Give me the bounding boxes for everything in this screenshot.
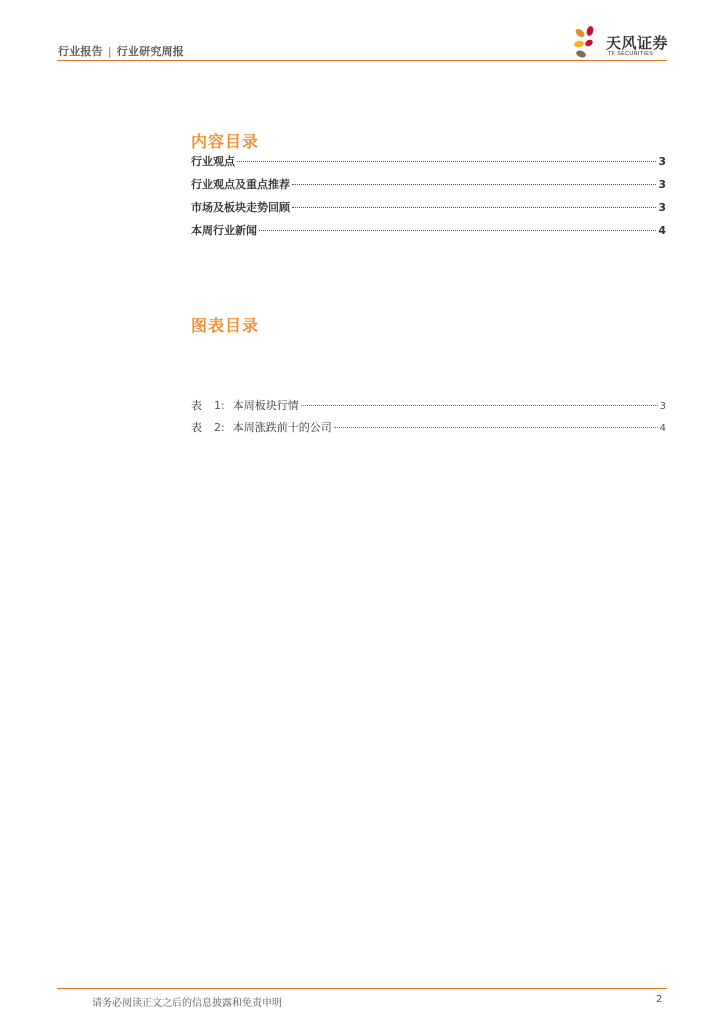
toc-item[interactable]	[191, 153, 666, 176]
figure-item-num: 2:	[214, 421, 225, 434]
toc-item-page: 4	[658, 224, 666, 237]
toc-item-page: 3	[658, 201, 666, 214]
toc-item-page: 3	[658, 178, 666, 191]
footer-page-number: 2	[656, 994, 663, 1005]
report-type: 行业报告	[58, 45, 103, 58]
footer-divider	[57, 988, 667, 989]
toc-leader	[292, 207, 656, 208]
toc-item[interactable]	[191, 176, 666, 199]
header-separator: |	[107, 45, 112, 58]
toc-item-label: 行业观点	[191, 155, 235, 168]
figure-item-label: 本周板块行情	[232, 399, 299, 412]
figure-item-prefix: 表	[191, 421, 202, 434]
toc-item-label: 市场及板块走势回顾	[191, 201, 290, 214]
toc-leader	[292, 184, 656, 185]
logo-name-cn: 天风证券	[606, 34, 669, 52]
company-logo	[570, 24, 670, 60]
figure-item-prefix: 表	[191, 399, 202, 412]
logo-name-en: TF SECURITIES	[608, 51, 654, 57]
figure-item-label: 本周涨跌前十的公司	[232, 421, 332, 434]
footer-disclaimer: 请务必阅读正文之后的信息披露和免责申明	[92, 998, 282, 1009]
figure-item-num: 1:	[214, 399, 225, 412]
toc-item-label: 本周行业新闻	[191, 224, 257, 237]
toc-item[interactable]	[191, 222, 666, 245]
toc-leader	[237, 161, 656, 162]
figure-item[interactable]	[191, 397, 666, 419]
contents-title: 内容目录	[191, 132, 260, 151]
figures-title: 图表目录	[191, 316, 260, 335]
header-divider	[57, 60, 667, 61]
figure-leader	[334, 427, 658, 428]
toc-leader	[259, 230, 656, 231]
figure-item[interactable]	[191, 419, 666, 441]
contents-list	[191, 153, 666, 245]
report-subtype: 行业研究周报	[116, 45, 184, 58]
toc-item-label: 行业观点及重点推荐	[191, 178, 290, 191]
toc-item-page: 3	[658, 155, 666, 168]
figure-leader	[301, 405, 658, 406]
figure-item-page: 4	[659, 423, 666, 434]
figure-item-page: 3	[659, 401, 666, 412]
figures-list	[191, 397, 666, 441]
toc-item[interactable]	[191, 199, 666, 222]
flower-logo-icon	[570, 24, 606, 60]
header-report-type	[58, 43, 184, 59]
